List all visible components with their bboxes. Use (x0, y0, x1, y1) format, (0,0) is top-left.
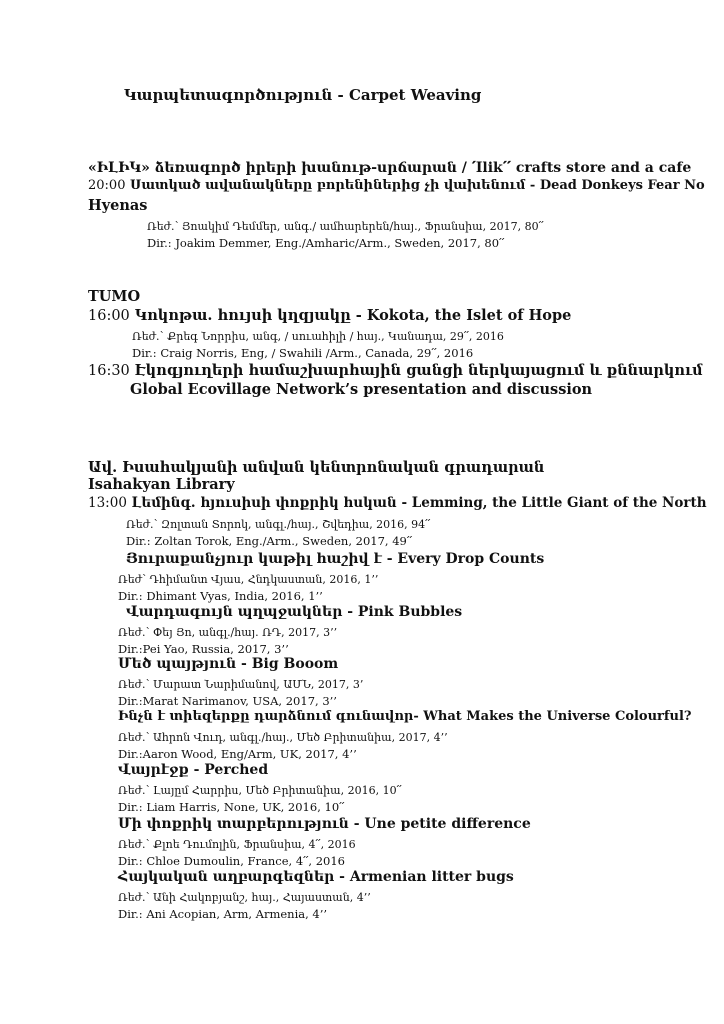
film-credit-english: Dir.: Zoltan Torok, Eng./Arm., Sweden, 2017, 49՛՛ (126, 534, 413, 548)
film-credit-english: Dir.: Ani Acopian, Arm, Armenia, 4’’ (118, 907, 328, 921)
event-time: 16:30 (88, 363, 130, 379)
event-title-armenian: Էկոգյուղերի համաշխարհային ցանցի ներկայացում և քննարկում (134, 362, 703, 379)
film-credit-armenian: Ռեժ.՝ Զոլտան Տորոկ, անգլ./հայ., Շվեդիա, 2016, 94՛՛ (126, 518, 431, 531)
film-title: Կոկոթա. հույսի կղզյակը - Kokota, the Islet of Hope (134, 307, 572, 324)
section-title: Կարպետագործություն - Carpet Weaving (124, 86, 482, 104)
film-title: Վարդագույն պղպջակներ - Pink Bubbles (126, 604, 463, 620)
screening-ilik (88, 178, 705, 193)
venue-library-armenian: Ավ. Իսահակյանի անվան կենտրոնական գրադարան (88, 459, 545, 476)
film-credit-english: Dir.:Pei Yao, Russia, 2017, 3’’ (118, 642, 289, 656)
venue-tumo: TUMO (88, 288, 141, 305)
screening-time: 20:00 (88, 178, 126, 193)
film-credit-armenian: Ռեժ.՝ Փեյ Յո, անգլ./հայ. ՌԴ, 2017, 3’’ (118, 626, 338, 639)
film-credit-english: Dir.: Joakim Demmer, Eng./Amharic/Arm., Sweden, 2017, 80՛՛ (147, 236, 505, 250)
film-credit-armenian: Ռեժ.՝ Ահրոն Վուդ, անգլ./հայ., Մեծ Բրիտանիա, 2017, 4’’ (118, 731, 448, 744)
film-title: Մեծ պայթյուն - Big Booom (118, 656, 339, 672)
film-credit-armenian: Ռեժ.՝ Լայըմ Հարրիս, Մեծ Բրիտանիա, 2016, 10՛՛ (118, 784, 402, 797)
film-title: Վայրէջք - Perched (118, 762, 269, 778)
film-title: Հայկական աղբարգեզներ - Armenian litter bugs (118, 869, 514, 885)
film-credit-english: Dir.:Marat Narimanov, USA, 2017, 3’’ (118, 694, 337, 708)
film-title: Սատկած ավանակները բորենիներից չի վախենում - Dead Donkeys Fear No (130, 178, 705, 193)
screening-time: 16:00 (88, 308, 130, 324)
film-title-continued: Hyenas (88, 197, 148, 214)
film-credit-english: Dir.: Dhimant Vyas, India, 2016, 1’’ (118, 589, 323, 603)
screening-time: 13:00 (88, 495, 127, 511)
event-ecovillage (88, 362, 703, 379)
film-title: Լեմինգ. հյուսիսի փոքրիկ հսկան - Lemming, the Little Giant of the North (131, 495, 707, 511)
film-credit-english: Dir.: Craig Norris, Eng, / Swahili /Arm., Canada, 29՛՛, 2016 (132, 346, 474, 360)
venue-ilik: «ԻԼԻԿ» ձեռագործ իրերի խանութ-սրճարան / ՛Ilik՛՛ crafts store and a cafe (88, 160, 692, 176)
screening-lemming (88, 495, 707, 511)
film-credit-english: Dir.: Liam Harris, None, UK, 2016, 10՛՛ (118, 800, 345, 814)
film-credit-armenian: Ռեժ.՝ Անի Հակոբյանշ, հայ., Հայաստան, 4’’ (118, 891, 371, 904)
film-credit-armenian: Ռեժ.՝ Քլոե Դումոլին, Ֆրանսիա, 4՛՛, 2016 (118, 838, 356, 851)
film-credit-english: Dir.:Aaron Wood, Eng/Arm, UK, 2017, 4’’ (118, 747, 357, 761)
film-credit-armenian: Ռեժ.՝ Քրեգ Նորրիս, անգ, / սուահիլի / հայ., Կանադա, 29՛՛, 2016 (132, 330, 504, 343)
film-credit-english: Dir.: Chloe Dumoulin, France, 4՛՛, 2016 (118, 854, 345, 868)
film-credit-armenian: Ռեժ՝ Դհիմանտ Վյաս, Հնդկաստան, 2016, 1’’ (118, 573, 379, 586)
film-title: Ինչն է տիեզերքը դարձնում գունավոր- What Makes the Universe Colourful? (118, 709, 692, 724)
film-title: Մի փոքրիկ տարբերություն - Une petite difference (118, 816, 531, 832)
film-credit-armenian: Ռեժ.՝ Մարատ Նարիմանով, ԱՄՆ, 2017, 3’ (118, 678, 364, 691)
screening-kokota (88, 307, 571, 324)
venue-library-english: Isahakyan Library (88, 476, 235, 493)
film-credit-armenian: Ռեժ.՝ Յոակիմ Դեմմեր, անգ./ ամհարերեն/հայ., Ֆրանսիա, 2017, 80՛՛ (147, 220, 544, 233)
film-title: Յուրաքանչյուր կաթիլ հաշիվ է - Every Drop Counts (126, 551, 545, 567)
event-title-english: Global Ecovillage Network’s presentation and discussion (130, 381, 593, 398)
